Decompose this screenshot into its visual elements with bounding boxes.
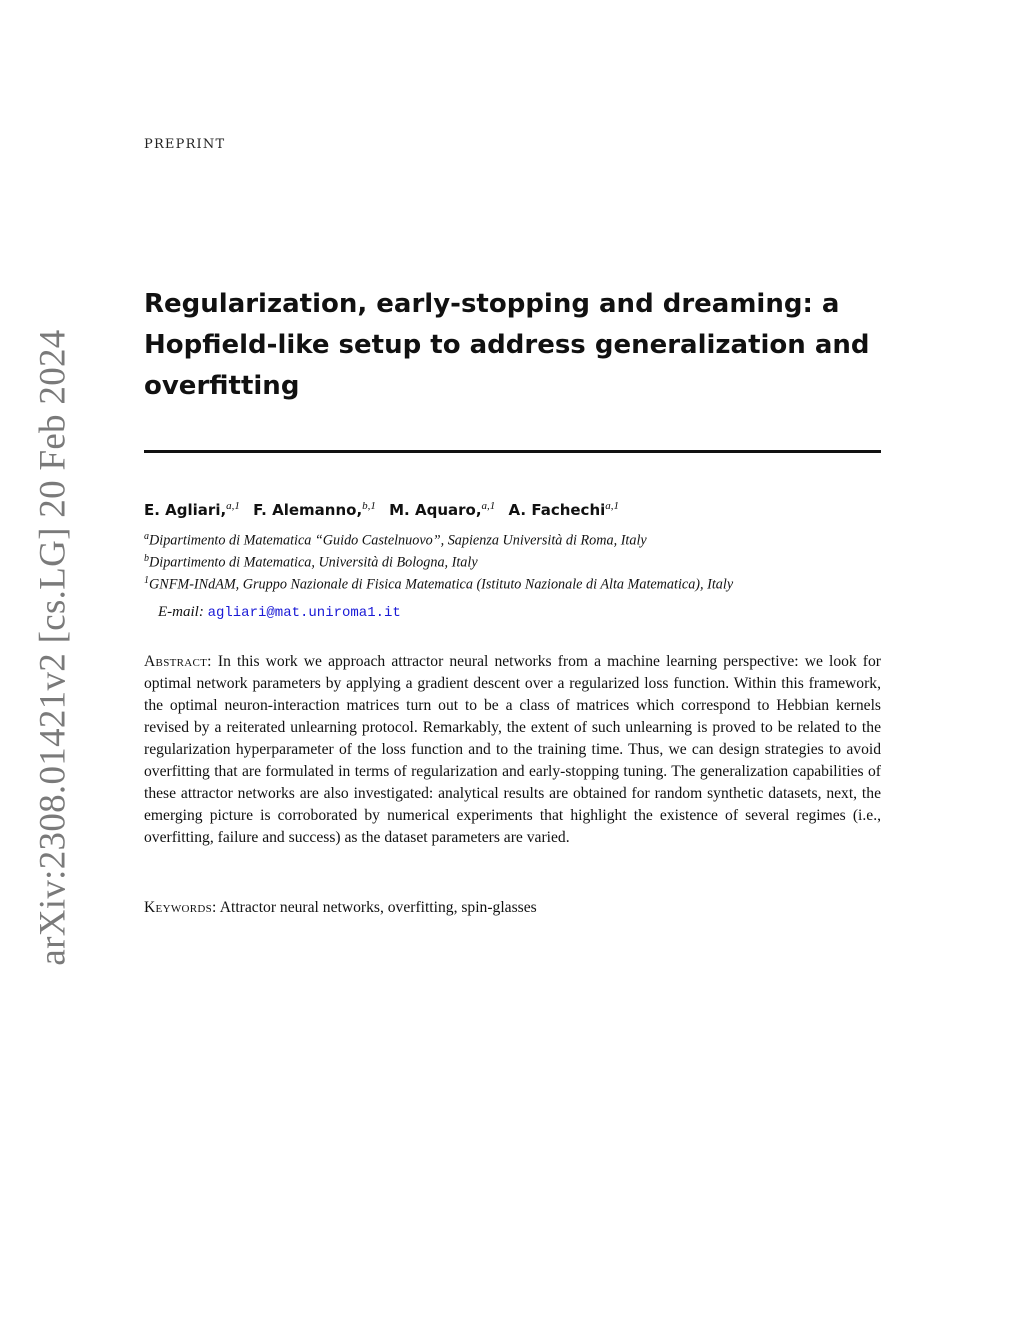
author-agliari: E. Agliari,$^{a,1}$ xyxy=(144,500,240,519)
paper-title xyxy=(144,284,884,407)
title-divider xyxy=(144,450,881,453)
title-line-3: overfitting xyxy=(144,371,300,401)
abstract xyxy=(144,651,881,849)
keywords-text: Attractor neural networks, overfitting, spin-glasses xyxy=(219,899,537,916)
preprint-header: PREPRINT xyxy=(144,137,226,152)
keywords xyxy=(144,899,537,917)
arxiv-identifier-stamp xyxy=(28,329,78,966)
email-link[interactable]: agliari@mat.uniroma1.it xyxy=(207,605,401,621)
affiliation-a: $^a$Dipartimento di Matematica “Guido Castelnuovo”, Sapienza Università di Roma, Italy xyxy=(144,531,647,549)
abstract-text: In this work we approach attractor neural networks from a machine learning perspective: we look for optimal network parameters by applying a gradient descent over a regularized loss function. Within this framework, the optimal neuron-interaction matrices turn out to be a class of matrices which correspond to Hebbian kernels revised by a reiterated unlearning protocol. Remarkably, the extent of such unlearning is proved to be related to the regularization hyperparameter of the loss function and to the training time. Thus, we can design strategies to avoid overfitting that are formulated in terms of regularization and early-stopping tuning. The generalization capabilities of these attractor networks are also investigated: analytical results are obtained for random synthetic datasets, next, the emerging picture is corroborated by numerical experiments that highlight the existence of several regimes (i.e., overfitting, failure and success) as the dataset parameters are varied. xyxy=(144,653,881,846)
title-line-2: Hopfield-like setup to address generalization and xyxy=(144,330,870,360)
author-list xyxy=(144,500,627,519)
email-label: E-mail: xyxy=(158,604,204,620)
author-aquaro: M. Aquaro,$^{a,1}$ xyxy=(389,500,496,519)
author-fachechi: A. Fachechi$^{a,1}$ xyxy=(508,500,620,519)
keywords-label: Keywords: xyxy=(144,899,217,916)
affiliation-b: $^b$Dipartimento di Matematica, Università di Bologna, Italy xyxy=(144,553,478,571)
abstract-label: Abstract: xyxy=(144,653,212,670)
affiliation-1: $^1$GNFM-INdAM, Gruppo Nazionale di Fisica Matematica (Istituto Nazionale di Alta Matematica), Italy xyxy=(144,575,734,593)
contact-email xyxy=(158,604,401,621)
author-alemanno: F. Alemanno,$^{b,1}$ xyxy=(253,500,376,519)
title-line-1: Regularization, early-stopping and dreaming: a xyxy=(144,289,840,319)
arxiv-identifier-text: arXiv:2308.01421v2 [cs.LG] 20 Feb 2024 xyxy=(32,329,74,966)
